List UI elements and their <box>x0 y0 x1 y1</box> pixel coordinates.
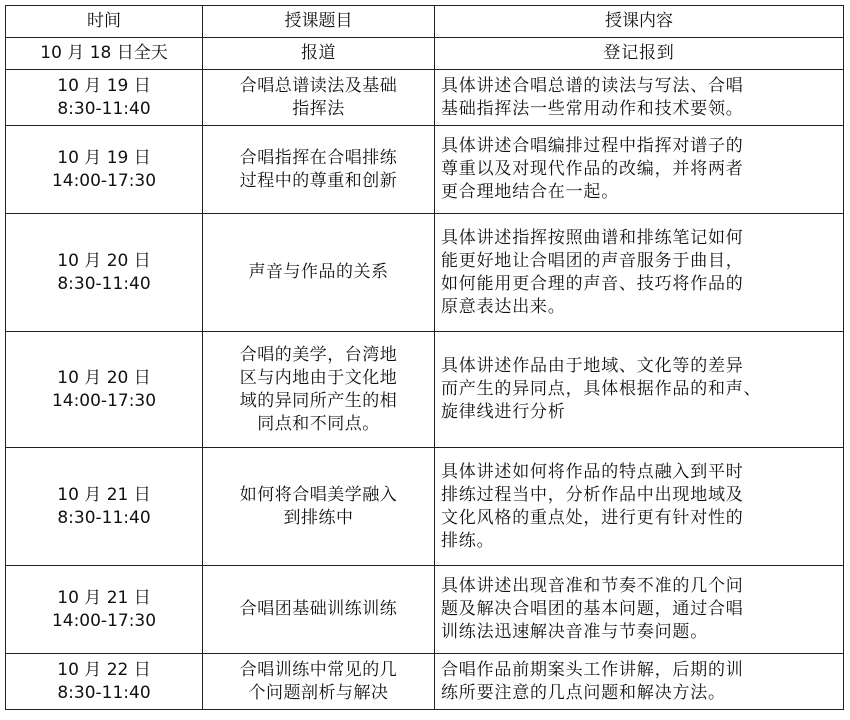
content-cell <box>435 126 844 214</box>
content-cell <box>435 70 844 126</box>
time-line: 10 月 21 日 <box>57 484 151 505</box>
topic-line: 合唱指挥在合唱排练 <box>239 147 398 168</box>
content-cell <box>435 654 844 710</box>
content-line: 如何能用更合理的声音、技巧将作品的 <box>441 273 744 294</box>
topic-cell <box>203 654 435 710</box>
content-line: 具体讲述合唱编排过程中指挥对谱子的 <box>441 136 744 156</box>
content-line: 文化风格的重点处，进行更有针对性的 <box>441 507 744 528</box>
topic-line: 过程中的尊重和创新 <box>239 170 398 191</box>
time-line: 8:30-11:40 <box>57 682 151 703</box>
topic-cell <box>203 448 435 566</box>
content-line: 合唱作品前期案头工作讲解，后期的训 <box>441 659 744 680</box>
header-content: 授课内容 <box>435 6 844 38</box>
content-cell <box>435 332 844 448</box>
topic-line: 报道 <box>301 43 336 63</box>
content-cell <box>435 214 844 332</box>
time-line: 8:30-11:40 <box>57 98 151 119</box>
content-line: 排练过程当中，分析作品中出现地域及 <box>441 484 744 505</box>
content-line: 尊重以及对现代作品的改编，并将两者 <box>441 159 744 179</box>
content-line: 训练法迅速解决音准与节奏问题。 <box>441 622 708 642</box>
time-line: 10 月 20 日 <box>57 250 151 271</box>
topic-line: 合唱总谱读法及基础 <box>239 75 398 96</box>
topic-line: 合唱团基础训练训练 <box>239 599 398 619</box>
time-line: 10 月 19 日 <box>57 147 151 168</box>
content-line: 具体讲述合唱总谱的读法与写法、合唱 <box>441 75 744 96</box>
content-cell <box>435 566 844 654</box>
content-line: 具体讲述出现音准和节奏不准的几个问 <box>441 576 744 596</box>
content-line: 具体讲述指挥按照曲谱和排练笔记如何 <box>441 227 744 248</box>
content-line: 而产生的异同点，具体根据作品的和声、 <box>441 379 762 399</box>
content-cell <box>435 448 844 566</box>
content-cell <box>435 38 844 70</box>
time-cell <box>6 214 203 332</box>
topic-cell <box>203 214 435 332</box>
header-time: 时间 <box>6 6 203 38</box>
topic-line: 合唱的美学，台湾地 <box>239 344 398 365</box>
content-line: 排练。 <box>441 530 495 551</box>
time-line: 10 月 18 日全天 <box>40 43 168 63</box>
topic-line: 个问题剖析与解决 <box>248 682 389 703</box>
content-line: 基础指挥法一些常用动作和技术要领。 <box>441 98 744 119</box>
time-cell <box>6 126 203 214</box>
content-line: 更合理地结合在一起。 <box>441 182 619 202</box>
table-row <box>6 448 844 566</box>
topic-cell <box>203 332 435 448</box>
course-schedule-table <box>5 5 844 710</box>
topic-line: 区与内地由于文化地 <box>239 367 398 388</box>
table-row <box>6 70 844 126</box>
topic-cell <box>203 70 435 126</box>
content-line: 题及解决合唱团的基本问题，通过合唱 <box>441 599 744 619</box>
topic-line: 指挥法 <box>292 98 345 119</box>
time-cell <box>6 70 203 126</box>
time-line: 10 月 22 日 <box>57 659 151 680</box>
table-row <box>6 566 844 654</box>
time-cell <box>6 654 203 710</box>
time-cell <box>6 448 203 566</box>
content-line: 练所要注意的几点问题和解决方法。 <box>441 682 726 703</box>
time-line: 14:00-17:30 <box>51 390 157 411</box>
topic-line: 同点和不同点。 <box>257 413 380 434</box>
content-line: 旋律线进行分析 <box>441 402 566 422</box>
table-header-row <box>6 6 844 38</box>
content-line: 具体讲述作品由于地域、文化等的差异 <box>441 356 744 376</box>
topic-cell <box>203 126 435 214</box>
topic-line: 到排练中 <box>283 507 354 528</box>
topic-line: 域的异同所产生的相 <box>239 390 398 411</box>
time-line: 10 月 21 日 <box>57 587 151 608</box>
table-row <box>6 654 844 710</box>
table-row <box>6 332 844 448</box>
time-line: 10 月 19 日 <box>57 75 151 96</box>
time-cell <box>6 332 203 448</box>
table-row <box>6 38 844 70</box>
time-line: 14:00-17:30 <box>51 610 157 631</box>
time-cell <box>6 566 203 654</box>
topic-cell <box>203 566 435 654</box>
topic-line: 如何将合唱美学融入 <box>239 484 398 505</box>
topic-cell <box>203 38 435 70</box>
time-line: 10 月 20 日 <box>57 367 151 388</box>
content-line: 原意表达出来。 <box>441 296 566 317</box>
time-cell <box>6 38 203 70</box>
content-line: 能更好地让合唱团的声音服务于曲目， <box>441 250 744 271</box>
content-line: 具体讲述如何将作品的特点融入到平时 <box>441 461 744 482</box>
content-line: 登记报到 <box>603 43 675 63</box>
time-line: 8:30-11:40 <box>57 273 151 294</box>
table-row <box>6 214 844 332</box>
topic-line: 声音与作品的关系 <box>248 262 389 282</box>
table-row <box>6 126 844 214</box>
time-line: 8:30-11:40 <box>57 507 151 528</box>
header-topic: 授课题目 <box>203 6 435 38</box>
topic-line: 合唱训练中常见的几 <box>239 659 398 680</box>
time-line: 14:00-17:30 <box>51 170 157 191</box>
